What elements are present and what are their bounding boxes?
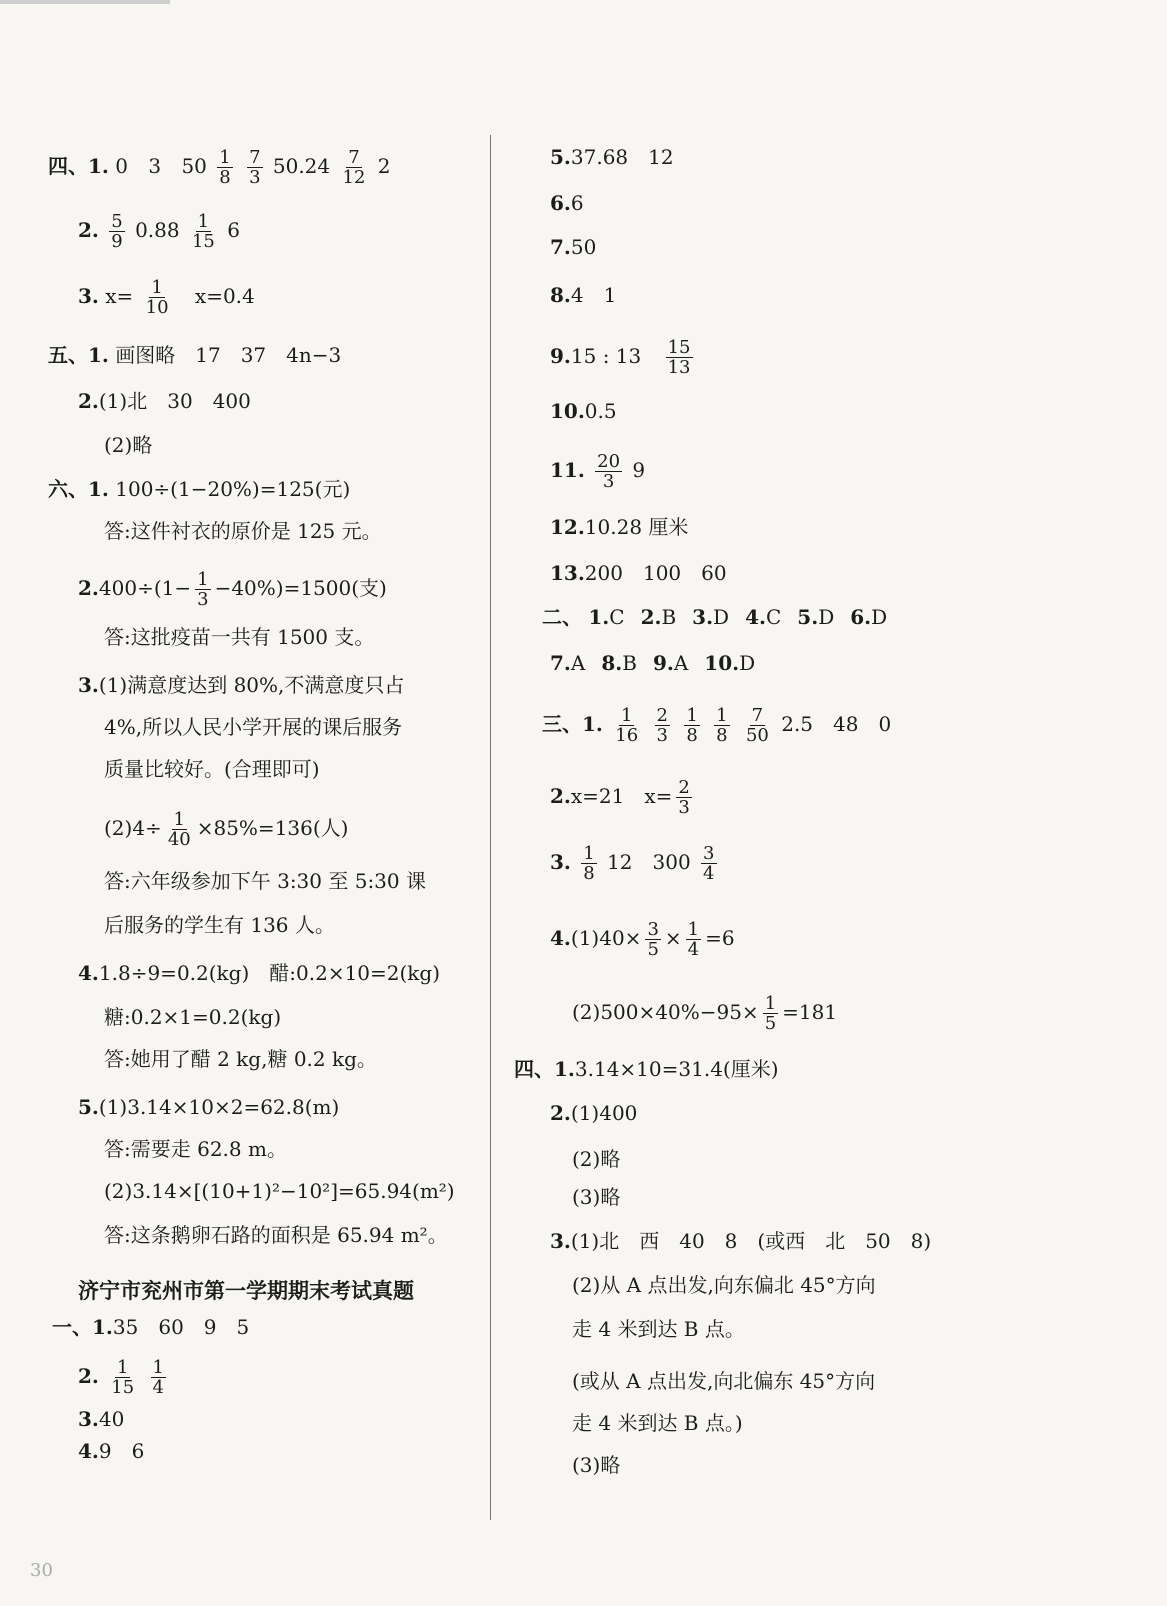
choice-letter: C — [609, 605, 625, 629]
answer-line — [572, 1314, 745, 1344]
answer-line — [78, 212, 240, 251]
answer-value: 12 300 — [607, 850, 691, 874]
section-label: 四、 — [48, 154, 88, 178]
choice-letter: D — [713, 605, 730, 629]
answer-value: (2)500×40%−95× — [572, 1000, 759, 1024]
answer-line — [104, 516, 382, 546]
choice-answer — [641, 605, 677, 629]
answer-value: x= — [105, 284, 134, 308]
answer-value: (2)略 — [572, 1147, 621, 1171]
item-number: 1. — [582, 712, 603, 736]
answer-value: 画图略 17 37 4n−3 — [115, 343, 342, 367]
choice-answer — [797, 605, 834, 629]
choice-answer — [588, 605, 624, 629]
fraction — [666, 338, 693, 377]
answer-value: (1)400 — [570, 1101, 638, 1125]
answer-line — [572, 1408, 743, 1438]
page-number: 30 — [30, 1560, 53, 1581]
item-number: 2. — [78, 389, 99, 413]
answer-value: 0.88 — [135, 218, 180, 242]
answer-value: (2)4÷ — [104, 816, 162, 840]
answer-value: 3.14×10=31.4(厘米) — [574, 1057, 779, 1081]
denominator: 10 — [145, 297, 169, 318]
answer-line — [572, 1144, 620, 1174]
denominator: 3 — [656, 725, 668, 746]
answer-text: (2)从 A 点出发,向东偏北 45°方向 — [572, 1273, 876, 1297]
answer-line — [572, 994, 837, 1033]
numerator: 2 — [678, 777, 690, 798]
choice-letter: C — [765, 605, 782, 629]
answer-text: 答:这批疫苗一共有 1500 支。 — [104, 625, 375, 649]
answer-value: 2 — [377, 154, 391, 178]
answer-line — [52, 1312, 249, 1342]
answer-line — [104, 1176, 455, 1206]
item-number: 2. — [550, 784, 571, 808]
item-number: 4. — [78, 1439, 99, 1463]
numerator: 7 — [348, 147, 360, 168]
answer-value: 0 — [115, 154, 128, 178]
denominator: 8 — [219, 167, 231, 188]
answer-text: 走 4 米到达 B 点。) — [572, 1411, 743, 1435]
answer-value: (1)3.14×10×2=62.8(m) — [98, 1095, 340, 1119]
choice-letter: A — [570, 651, 586, 675]
answer-value: x=0.4 — [194, 284, 255, 308]
fraction — [686, 920, 701, 959]
item-number: 1. — [588, 605, 610, 629]
denominator: 13 — [667, 357, 691, 378]
numerator: 3 — [647, 919, 659, 940]
choice-letter: B — [661, 605, 677, 629]
fraction — [247, 148, 262, 187]
fraction — [341, 148, 368, 187]
fraction — [744, 706, 771, 745]
item-number: 10. — [704, 651, 740, 675]
item-number: 2. — [78, 1364, 99, 1388]
item-number: 4. — [745, 605, 766, 629]
denominator: 4 — [703, 863, 715, 884]
item-number: 8. — [601, 651, 623, 675]
item-number: 12. — [550, 515, 585, 539]
denominator: 5 — [764, 1013, 777, 1034]
fraction — [109, 1358, 136, 1397]
item-number: 9. — [550, 344, 571, 368]
answer-line — [78, 1404, 124, 1434]
fraction — [109, 212, 124, 251]
denominator: 40 — [167, 829, 191, 850]
choice-letter: A — [673, 651, 689, 675]
exam-title-text: 济宁市兖州市第一学期期末考试真题 — [78, 1278, 414, 1303]
answer-value: 糖:0.2×1=0.2(kg) — [104, 1005, 282, 1029]
section-label: 五、 — [48, 343, 88, 367]
choice-answer — [653, 651, 688, 675]
answer-line — [550, 844, 721, 883]
numerator: 7 — [751, 705, 764, 726]
item-number: 1. — [88, 154, 109, 178]
answer-line — [104, 754, 320, 784]
answer-line — [104, 910, 335, 940]
answer-value: 2.5 48 0 — [781, 712, 892, 736]
numerator: 1 — [219, 147, 231, 168]
answer-value: 400÷(1− — [98, 576, 192, 600]
numerator: 1 — [687, 919, 700, 940]
answer-value: 10.28 厘米 — [584, 515, 689, 539]
numerator: 1 — [173, 809, 185, 830]
answer-line — [550, 1098, 637, 1128]
denominator: 3 — [197, 589, 209, 610]
answer-text: (1)满意度达到 80%,不满意度只占 — [98, 673, 405, 697]
item-number: 3. — [692, 605, 714, 629]
answer-line — [48, 148, 391, 187]
choice-answer — [601, 651, 637, 675]
fraction — [613, 706, 640, 745]
choice-answer — [745, 605, 781, 629]
fraction — [190, 212, 217, 251]
answer-text: 答:六年级参加下午 3:30 至 5:30 课 — [104, 869, 426, 893]
answer-value: (2)略 — [104, 433, 153, 457]
answer-text: 4%,所以人民小学开展的课后服务 — [104, 715, 403, 739]
answer-value: (1)北 30 400 — [98, 389, 251, 413]
answer-text: 质量比较好。(合理即可) — [104, 757, 320, 781]
answer-line — [572, 1366, 875, 1396]
item-number: 6. — [850, 605, 872, 629]
denominator: 4 — [152, 1377, 164, 1398]
choice-letter: B — [622, 651, 637, 675]
answer-value: −40%)=1500(支) — [214, 576, 387, 600]
answer-line — [48, 474, 350, 504]
item-number: 3. — [550, 850, 571, 874]
choice-answer — [850, 605, 887, 629]
answer-value: 50 — [570, 235, 597, 259]
answer-value: 35 60 9 5 — [112, 1315, 250, 1339]
answer-line — [550, 396, 617, 426]
numerator: 1 — [686, 705, 698, 726]
item-number: 2. — [78, 218, 99, 242]
choice-answer — [704, 651, 755, 675]
numerator: 5 — [111, 211, 123, 232]
item-number: 1. — [88, 477, 109, 501]
answer-text: 答:这件衬衣的原价是 125 元。 — [104, 519, 382, 543]
fraction — [645, 920, 660, 959]
answer-line — [572, 1270, 876, 1300]
answer-line — [104, 1002, 281, 1032]
answer-value: 6 — [570, 191, 584, 215]
fraction — [655, 706, 670, 745]
fraction — [144, 278, 171, 317]
answer-value: (3)略 — [572, 1453, 621, 1477]
answer-line — [550, 452, 645, 491]
answer-value: 40 — [98, 1407, 125, 1431]
section-label: 四、 — [514, 1057, 554, 1081]
answer-line — [104, 1044, 377, 1074]
item-number: 1. — [92, 1315, 113, 1339]
answer-value: (3)略 — [572, 1185, 621, 1209]
numerator: 20 — [597, 451, 621, 472]
answer-text: 走 4 米到达 B 点。 — [572, 1317, 745, 1341]
answer-line — [550, 338, 697, 377]
answer-line — [550, 142, 674, 172]
item-number: 1. — [88, 343, 109, 367]
answer-line — [78, 670, 404, 700]
answer-value: 37.68 12 — [570, 145, 674, 169]
answer-value: x=21 x= — [570, 784, 673, 808]
answer-text: 答:她用了醋 2 kg,糖 0.2 kg。 — [104, 1047, 377, 1071]
denominator: 15 — [191, 231, 215, 252]
scan-edge-mark — [0, 0, 170, 4]
answer-line — [514, 1054, 779, 1084]
item-number: 2. — [78, 576, 99, 600]
denominator: 15 — [111, 1377, 135, 1398]
answer-line — [572, 1182, 620, 1212]
item-number: 3. — [78, 284, 99, 308]
answer-value: (1)北 西 40 8 (或西 北 50 8) — [570, 1229, 932, 1253]
fraction — [684, 706, 699, 745]
numerator: 1 — [197, 569, 209, 590]
answer-line — [104, 1134, 287, 1164]
fraction — [217, 148, 232, 187]
answer-line — [104, 810, 348, 849]
item-number: 2. — [550, 1101, 571, 1125]
numerator: 1 — [197, 211, 210, 232]
numerator: 7 — [249, 147, 261, 168]
denominator: 4 — [687, 939, 700, 960]
answer-line — [550, 920, 735, 959]
item-number: 13. — [550, 561, 585, 585]
denominator: 5 — [647, 939, 659, 960]
item-number: 2. — [640, 605, 662, 629]
answer-line — [542, 706, 891, 745]
answer-value: 4 1 — [570, 283, 617, 307]
answer-line — [78, 958, 440, 988]
numerator: 1 — [116, 1357, 129, 1378]
fraction — [166, 810, 193, 849]
item-number: 10. — [550, 399, 585, 423]
answer-line — [550, 1226, 931, 1256]
answer-line — [550, 280, 616, 310]
answer-value: × — [664, 926, 682, 950]
item-number: 3. — [550, 1229, 571, 1253]
denominator: 50 — [745, 725, 769, 746]
numerator: 1 — [764, 993, 777, 1014]
item-number: 3. — [78, 1407, 99, 1431]
answer-value: 50.24 — [272, 154, 331, 178]
denominator: 16 — [615, 725, 639, 746]
numerator: 3 — [703, 843, 715, 864]
choice-letter: D — [818, 605, 835, 629]
answer-line — [78, 278, 255, 317]
fraction — [714, 706, 729, 745]
answer-value: 200 100 60 — [584, 561, 727, 585]
numerator: 1 — [583, 843, 595, 864]
item-number: 6. — [550, 191, 571, 215]
answer-line — [550, 232, 596, 262]
answer-line — [78, 386, 251, 416]
answer-text: 后服务的学生有 136 人。 — [104, 913, 335, 937]
fraction — [676, 778, 691, 817]
denominator: 12 — [342, 167, 366, 188]
choice-answer — [550, 651, 585, 675]
answer-line — [104, 622, 374, 652]
denominator: 8 — [583, 863, 595, 884]
fraction — [701, 844, 716, 883]
answer-value: =6 — [705, 926, 735, 950]
item-number: 5. — [797, 605, 819, 629]
numerator: 15 — [667, 337, 691, 358]
section-label: 一、 — [52, 1315, 92, 1339]
answer-line — [104, 430, 152, 460]
section-label: 三、 — [542, 712, 582, 736]
item-number: 7. — [550, 651, 571, 675]
section-label: 六、 — [48, 477, 88, 501]
answer-line — [104, 866, 426, 896]
answer-value: 0.5 — [584, 399, 617, 423]
choice-letter: D — [739, 651, 756, 675]
answer-value: ×85%=136(人) — [196, 816, 349, 840]
bleed-through-shadow — [920, 125, 926, 146]
answer-text: (或从 A 点出发,向北偏东 45°方向 — [572, 1369, 876, 1393]
denominator: 8 — [716, 725, 728, 746]
exam-title — [78, 1276, 414, 1306]
numerator: 1 — [151, 277, 163, 298]
answer-value: =181 — [782, 1000, 838, 1024]
answer-value: 1.8÷9=0.2(kg) 醋:0.2×10=2(kg) — [98, 961, 441, 985]
denominator: 3 — [678, 797, 690, 818]
item-number: 5. — [550, 145, 571, 169]
answer-line — [550, 648, 771, 678]
fraction — [195, 570, 210, 609]
denominator: 3 — [249, 167, 261, 188]
answer-value: (1)40× — [570, 926, 642, 950]
answer-line — [550, 188, 584, 218]
answer-line — [48, 340, 341, 370]
fraction — [581, 844, 596, 883]
answer-value: 15 : 13 — [570, 344, 642, 368]
answer-text: 答:这条鹅卵石路的面积是 65.94 m²。 — [104, 1223, 448, 1247]
answer-line — [78, 1358, 170, 1397]
answer-value: 50 — [181, 154, 207, 178]
answer-value: 3 — [148, 154, 162, 178]
denominator: 3 — [602, 471, 615, 492]
denominator: 9 — [111, 231, 123, 252]
answer-line — [550, 512, 688, 542]
numerator: 1 — [152, 1357, 164, 1378]
answer-line — [572, 1450, 620, 1480]
item-number: 4. — [78, 961, 99, 985]
item-number: 5. — [78, 1095, 99, 1119]
answer-line — [78, 1436, 144, 1466]
answer-line — [550, 558, 727, 588]
answer-value: 9 — [632, 458, 646, 482]
item-number: 3. — [78, 673, 99, 697]
answer-line — [542, 602, 903, 632]
item-number: 11. — [550, 458, 585, 482]
choice-letter: D — [871, 605, 888, 629]
answer-line — [78, 1092, 339, 1122]
answer-value: (2)3.14×[(10+1)²−10²]=65.94(m²) — [104, 1179, 455, 1203]
numerator: 1 — [716, 705, 728, 726]
denominator: 8 — [686, 725, 698, 746]
answer-value: 100÷(1−20%)=125(元) — [115, 477, 351, 501]
answer-line — [104, 712, 402, 742]
item-number: 4. — [550, 926, 571, 950]
answer-line — [104, 1220, 448, 1250]
choice-answer — [692, 605, 729, 629]
answer-value: 9 6 — [98, 1439, 145, 1463]
answer-line — [550, 778, 696, 817]
numerator: 2 — [656, 705, 668, 726]
column-divider — [490, 135, 491, 1520]
item-number: 7. — [550, 235, 571, 259]
item-number: 1. — [554, 1057, 575, 1081]
item-number: 9. — [652, 651, 674, 675]
fraction — [595, 452, 622, 491]
section-label: 二、 — [542, 605, 582, 629]
item-number: 8. — [550, 283, 571, 307]
fraction — [763, 994, 778, 1033]
numerator: 1 — [620, 705, 633, 726]
answer-text: 答:需要走 62.8 m。 — [104, 1137, 287, 1161]
fraction — [151, 1358, 166, 1397]
answer-value: 6 — [227, 218, 240, 242]
answer-line — [78, 570, 387, 609]
